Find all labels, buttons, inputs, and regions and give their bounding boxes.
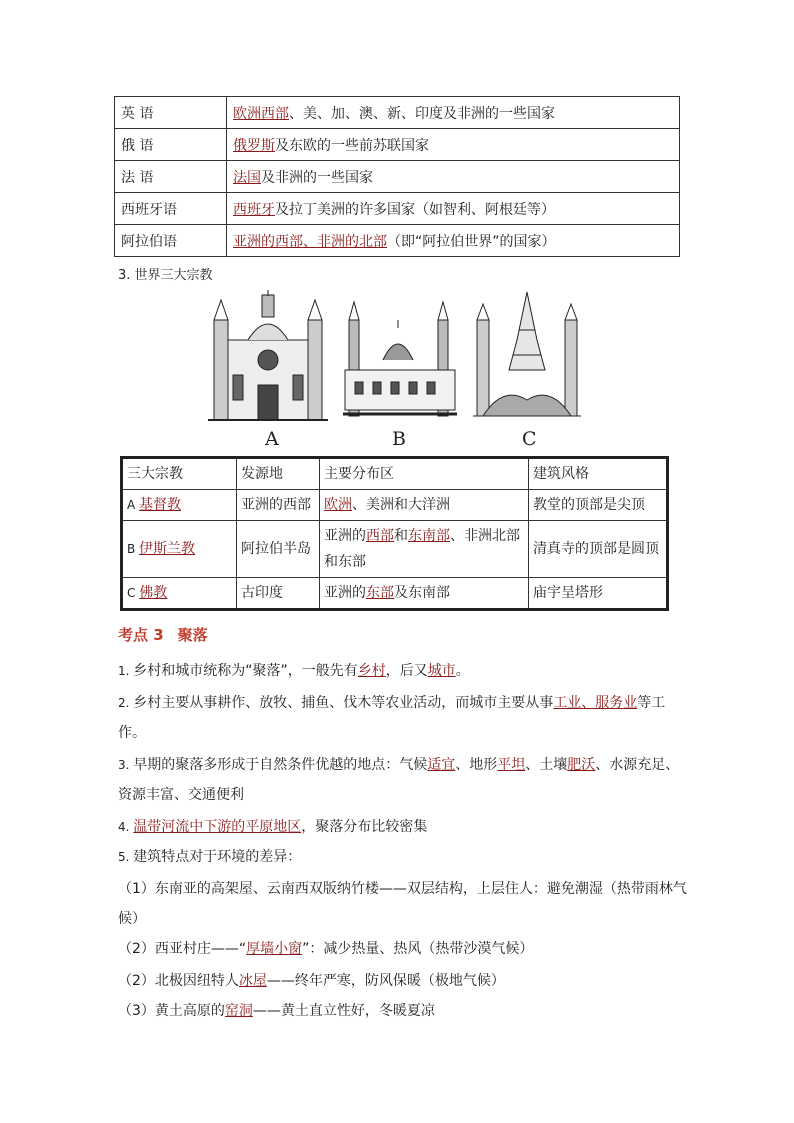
note-paragraph xyxy=(118,688,688,748)
answer-text: 亚洲的西部、非洲的北部 xyxy=(233,233,387,250)
image-label-a: A xyxy=(265,428,279,450)
answer-text: 乡村 xyxy=(357,663,386,679)
religion-name xyxy=(122,578,237,610)
text-span: （2）北极因纽特人 xyxy=(118,973,239,989)
answer-text: 厚墙小窗 xyxy=(246,941,303,957)
religion-architecture: 教堂的顶部是尖顶 xyxy=(529,490,668,521)
text-span: 、美、加、澳、新、印度及非洲的一些国家 xyxy=(289,105,555,122)
text-span: ——终年严寒，防风保暖（极地气候） xyxy=(266,973,505,989)
answer-text: 温带河流中下游的平原地区 xyxy=(133,819,302,835)
language-row xyxy=(115,193,680,225)
answer-text: 法国 xyxy=(233,169,261,186)
text-span: 4. xyxy=(118,820,134,834)
answer-text: 东部 xyxy=(366,585,394,601)
answer-text: 西班牙 xyxy=(233,201,275,218)
religion-row xyxy=(122,578,668,610)
answer-text: 欧洲 xyxy=(324,497,352,513)
religion-architecture: 庙宇呈塔形 xyxy=(529,578,668,610)
text-span: （3）黄土高原的 xyxy=(118,1003,225,1019)
answer-text: 东南部 xyxy=(408,528,450,544)
header-cell: 三大宗教 xyxy=(122,458,237,490)
note-paragraph xyxy=(118,656,688,686)
religion-heading: 3. 世界三大宗教 xyxy=(118,268,213,283)
header-cell: 发源地 xyxy=(237,458,320,490)
note-paragraph xyxy=(118,750,688,810)
religion-name xyxy=(122,521,237,578)
language-row xyxy=(115,129,680,161)
religion-region xyxy=(320,578,529,610)
answer-text: 窑洞 xyxy=(224,1003,253,1019)
language-row xyxy=(115,225,680,257)
answer-text: 冰屋 xyxy=(238,973,267,989)
note-paragraph xyxy=(118,812,688,842)
religion-letter: A xyxy=(127,498,140,512)
religion-letter: B xyxy=(127,542,140,556)
text-span: 亚洲的 xyxy=(324,528,366,544)
religion-row xyxy=(122,521,668,578)
text-span: 建筑特点对于环境的差异： xyxy=(133,849,302,865)
language-region xyxy=(227,129,680,161)
text-span: （1）东南亚的高架屋、云南西双版纳竹楼——双层结构，上层住人：避免潮湿（热带雨林气候） xyxy=(118,881,687,927)
text-span: ，聚落分布比较密集 xyxy=(301,819,428,835)
language-region xyxy=(227,225,680,257)
language-name: 阿拉伯语 xyxy=(115,225,227,257)
religion-origin: 阿拉伯半岛 xyxy=(237,521,320,578)
text-span: 、地形 xyxy=(455,757,498,773)
text-span: ，后又 xyxy=(385,663,428,679)
answer-text: 肥沃 xyxy=(567,757,596,773)
text-span: 3. xyxy=(118,758,134,772)
answer-text: 佛教 xyxy=(139,585,168,601)
text-span: 2. xyxy=(118,696,134,710)
answer-text: 城市 xyxy=(427,663,456,679)
answer-text: 欧洲西部 xyxy=(233,105,289,122)
image-label-c: C xyxy=(522,428,537,450)
text-span: 1. xyxy=(118,664,134,678)
text-span: 等工作。 xyxy=(118,695,666,741)
language-region xyxy=(227,161,680,193)
answer-text: 平坦 xyxy=(497,757,526,773)
religion-table-header xyxy=(122,458,668,490)
section-heading xyxy=(118,624,208,645)
mosque-illustration xyxy=(343,302,457,416)
religion-origin: 亚洲的西部 xyxy=(237,490,320,521)
pagoda-illustration xyxy=(473,292,581,416)
religion-architecture: 清真寺的顶部是圆顶 xyxy=(529,521,668,578)
note-paragraph xyxy=(118,934,688,964)
text-span: 、非洲北部和东部 xyxy=(324,528,520,570)
religion-table xyxy=(120,456,669,611)
text-span: （2）西亚村庄——“ xyxy=(118,941,247,957)
language-row xyxy=(115,161,680,193)
religious-buildings-image xyxy=(208,290,598,426)
text-span: 及东欧的一些前苏联国家 xyxy=(275,137,429,154)
text-span: 。 xyxy=(455,663,470,679)
image-label-b: B xyxy=(392,428,406,450)
text-span: 和 xyxy=(394,528,408,544)
note-paragraph xyxy=(118,842,688,872)
religion-origin: 古印度 xyxy=(237,578,320,610)
text-span: 、水源充足、资源丰富、交通便利 xyxy=(118,757,680,803)
answer-text: 工业、服务业 xyxy=(553,695,638,711)
header-cell: 主要分布区 xyxy=(320,458,529,490)
text-span: 早期的聚落多形成于自然条件优越的地点：气候 xyxy=(133,757,428,773)
religion-name xyxy=(122,490,237,521)
text-span: 亚洲的 xyxy=(324,585,366,601)
church-illustration xyxy=(208,290,328,420)
religion-row xyxy=(122,490,668,521)
answer-text: 基督教 xyxy=(139,497,182,513)
text-span: （即“阿拉伯世界”的国家） xyxy=(387,233,556,250)
religion-region xyxy=(320,490,529,521)
answer-text: 西部 xyxy=(366,528,394,544)
answer-text: 适宜 xyxy=(427,757,456,773)
text-span: 、土壤 xyxy=(525,757,568,773)
answer-text: 伊斯兰教 xyxy=(139,541,196,557)
language-row xyxy=(115,97,680,129)
note-paragraph xyxy=(118,996,688,1026)
text-span: ”：减少热量、热风（热带沙漠气候） xyxy=(302,941,534,957)
text-span: 及东南部 xyxy=(394,585,450,601)
language-table xyxy=(114,96,680,257)
language-name: 西班牙语 xyxy=(115,193,227,225)
section-title: 聚落 xyxy=(177,626,208,644)
language-name: 俄 语 xyxy=(115,129,227,161)
header-cell: 建筑风格 xyxy=(529,458,668,490)
religion-letter: C xyxy=(127,586,140,600)
language-region xyxy=(227,193,680,225)
text-span: 5. xyxy=(118,850,134,864)
religion-region xyxy=(320,521,529,578)
note-paragraph xyxy=(118,874,688,934)
note-paragraph xyxy=(118,966,688,996)
language-name: 法 语 xyxy=(115,161,227,193)
section-label: 考点 3 xyxy=(118,626,164,644)
text-span: 及非洲的一些国家 xyxy=(261,169,373,186)
text-span: 乡村主要从事耕作、放牧、捕鱼、伐木等农业活动，而城市主要从事 xyxy=(133,695,554,711)
text-span: 乡村和城市统称为“聚落”，一般先有 xyxy=(133,663,358,679)
language-region xyxy=(227,97,680,129)
text-span: 、美洲和大洋洲 xyxy=(352,497,450,513)
text-span: ——黄土直立性好，冬暖夏凉 xyxy=(252,1003,435,1019)
text-span: 及拉丁美洲的许多国家（如智利、阿根廷等） xyxy=(275,201,555,218)
answer-text: 俄罗斯 xyxy=(233,137,275,154)
language-name: 英 语 xyxy=(115,97,227,129)
